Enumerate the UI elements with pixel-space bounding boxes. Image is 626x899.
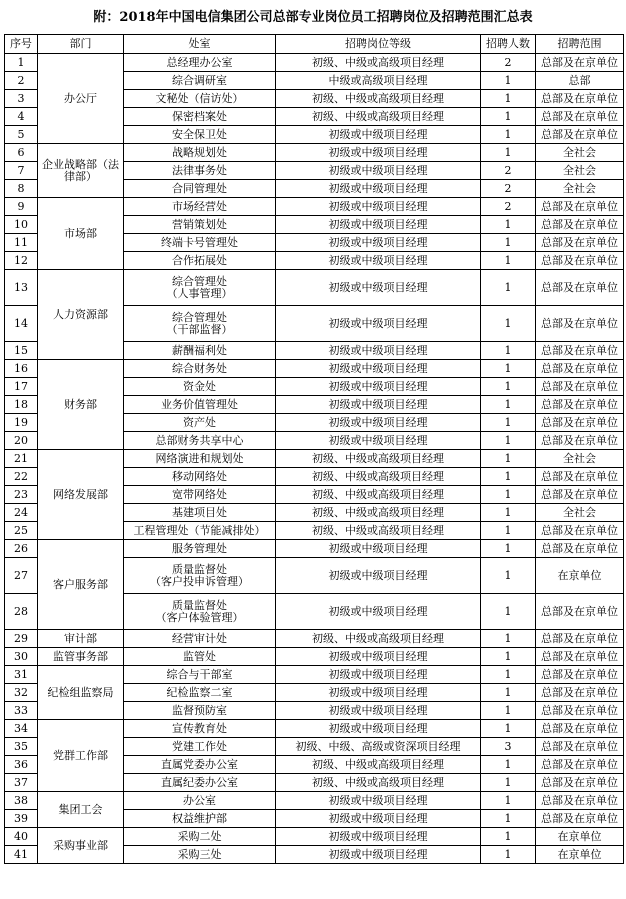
cell-level: 初级或中级项目经理 xyxy=(276,360,481,378)
cell-level: 初级或中级项目经理 xyxy=(276,162,481,180)
cell-scope: 总部及在京单位 xyxy=(536,738,624,756)
cell-level: 中级或高级项目经理 xyxy=(276,72,481,90)
cell-office xyxy=(124,558,276,594)
cell-dept: 监管事务部 xyxy=(38,648,124,666)
cell-scope: 全社会 xyxy=(536,180,624,198)
cell-office: 宣传教育处 xyxy=(124,720,276,738)
cell-count: 1 xyxy=(481,306,536,342)
cell-scope: 总部及在京单位 xyxy=(536,810,624,828)
cell-seq: 15 xyxy=(5,342,38,360)
cell-seq: 37 xyxy=(5,774,38,792)
cell-seq: 23 xyxy=(5,486,38,504)
cell-office: 保密档案处 xyxy=(124,108,276,126)
cell-office: 党建工作处 xyxy=(124,738,276,756)
cell-office: 纪检监察二室 xyxy=(124,684,276,702)
table-row xyxy=(5,54,624,72)
cell-level: 初级或中级项目经理 xyxy=(276,846,481,864)
cell-scope: 总部及在京单位 xyxy=(536,486,624,504)
cell-office: 总部财务共享中心 xyxy=(124,432,276,450)
cell-count: 1 xyxy=(481,432,536,450)
cell-level: 初级、中级或高级项目经理 xyxy=(276,90,481,108)
page-title: 附：2018年中国电信集团公司总部专业岗位员工招聘岗位及招聘范围汇总表 xyxy=(93,10,533,25)
cell-dept: 财务部 xyxy=(38,360,124,450)
cell-scope: 总部及在京单位 xyxy=(536,90,624,108)
table-row xyxy=(5,270,624,306)
cell-seq: 24 xyxy=(5,504,38,522)
cell-count: 1 xyxy=(481,252,536,270)
cell-level: 初级、中级或高级项目经理 xyxy=(276,756,481,774)
header-count: 招聘人数 xyxy=(481,35,536,54)
cell-seq: 10 xyxy=(5,216,38,234)
cell-count: 1 xyxy=(481,108,536,126)
cell-level: 初级或中级项目经理 xyxy=(276,432,481,450)
cell-count: 1 xyxy=(481,414,536,432)
cell-dept: 集团工会 xyxy=(38,792,124,828)
cell-dept: 办公厅 xyxy=(38,54,124,144)
cell-count: 2 xyxy=(481,180,536,198)
table-row xyxy=(5,666,624,684)
cell-level: 初级或中级项目经理 xyxy=(276,126,481,144)
cell-office: 资金处 xyxy=(124,378,276,396)
cell-seq: 7 xyxy=(5,162,38,180)
cell-level: 初级、中级、高级或资深项目经理 xyxy=(276,738,481,756)
cell-level: 初级或中级项目经理 xyxy=(276,378,481,396)
cell-scope: 全社会 xyxy=(536,504,624,522)
cell-count: 1 xyxy=(481,270,536,306)
cell-count: 1 xyxy=(481,396,536,414)
cell-dept: 党群工作部 xyxy=(38,720,124,792)
cell-scope: 总部及在京单位 xyxy=(536,774,624,792)
cell-level: 初级或中级项目经理 xyxy=(276,414,481,432)
header-row xyxy=(5,35,624,54)
cell-office: 服务管理处 xyxy=(124,540,276,558)
cell-office: 文秘处（信访处） xyxy=(124,90,276,108)
cell-scope: 总部及在京单位 xyxy=(536,360,624,378)
cell-level: 初级、中级或高级项目经理 xyxy=(276,522,481,540)
cell-level: 初级或中级项目经理 xyxy=(276,810,481,828)
table-body xyxy=(5,54,624,864)
cell-scope: 总部及在京单位 xyxy=(536,378,624,396)
cell-level: 初级或中级项目经理 xyxy=(276,666,481,684)
cell-count: 1 xyxy=(481,360,536,378)
cell-seq: 36 xyxy=(5,756,38,774)
cell-scope: 总部及在京单位 xyxy=(536,216,624,234)
cell-seq: 9 xyxy=(5,198,38,216)
cell-count: 1 xyxy=(481,648,536,666)
cell-scope: 总部及在京单位 xyxy=(536,198,624,216)
table-row xyxy=(5,198,624,216)
cell-level: 初级或中级项目经理 xyxy=(276,792,481,810)
cell-scope: 全社会 xyxy=(536,162,624,180)
cell-seq: 20 xyxy=(5,432,38,450)
cell-seq: 22 xyxy=(5,468,38,486)
cell-dept: 客户服务部 xyxy=(38,540,124,630)
cell-count: 1 xyxy=(481,378,536,396)
cell-office: 办公室 xyxy=(124,792,276,810)
cell-level: 初级或中级项目经理 xyxy=(276,252,481,270)
cell-seq: 16 xyxy=(5,360,38,378)
cell-level: 初级或中级项目经理 xyxy=(276,306,481,342)
cell-count: 1 xyxy=(481,594,536,630)
cell-seq: 25 xyxy=(5,522,38,540)
header-seq: 序号 xyxy=(5,35,38,54)
cell-scope: 总部及在京单位 xyxy=(536,648,624,666)
cell-count: 1 xyxy=(481,72,536,90)
cell-level: 初级或中级项目经理 xyxy=(276,234,481,252)
cell-scope: 总部及在京单位 xyxy=(536,756,624,774)
cell-count: 1 xyxy=(481,216,536,234)
header-level: 招聘岗位等级 xyxy=(276,35,481,54)
cell-scope: 全社会 xyxy=(536,450,624,468)
table-row xyxy=(5,720,624,738)
cell-level: 初级或中级项目经理 xyxy=(276,702,481,720)
cell-seq: 33 xyxy=(5,702,38,720)
cell-office: 法律事务处 xyxy=(124,162,276,180)
cell-seq: 26 xyxy=(5,540,38,558)
cell-seq: 21 xyxy=(5,450,38,468)
table-row xyxy=(5,648,624,666)
cell-seq: 11 xyxy=(5,234,38,252)
cell-seq: 13 xyxy=(5,270,38,306)
cell-count: 2 xyxy=(481,54,536,72)
cell-seq: 32 xyxy=(5,684,38,702)
cell-seq: 41 xyxy=(5,846,38,864)
cell-level: 初级或中级项目经理 xyxy=(276,648,481,666)
cell-level: 初级、中级或高级项目经理 xyxy=(276,468,481,486)
cell-level: 初级、中级或高级项目经理 xyxy=(276,54,481,72)
cell-count: 1 xyxy=(481,540,536,558)
cell-count: 1 xyxy=(481,450,536,468)
cell-seq: 6 xyxy=(5,144,38,162)
cell-level: 初级或中级项目经理 xyxy=(276,720,481,738)
cell-seq: 3 xyxy=(5,90,38,108)
cell-office: 薪酬福利处 xyxy=(124,342,276,360)
cell-scope: 在京单位 xyxy=(536,828,624,846)
cell-scope: 全社会 xyxy=(536,144,624,162)
recruitment-table xyxy=(4,34,624,864)
cell-seq: 30 xyxy=(5,648,38,666)
cell-office: 权益维护部 xyxy=(124,810,276,828)
cell-level: 初级、中级或高级项目经理 xyxy=(276,108,481,126)
office-line: 综合管理处 xyxy=(172,310,227,324)
cell-count: 1 xyxy=(481,234,536,252)
cell-office: 安全保卫处 xyxy=(124,126,276,144)
cell-count: 1 xyxy=(481,720,536,738)
cell-office: 资产处 xyxy=(124,414,276,432)
cell-office: 直属纪委办公室 xyxy=(124,774,276,792)
cell-office: 合同管理处 xyxy=(124,180,276,198)
cell-level: 初级或中级项目经理 xyxy=(276,684,481,702)
cell-office: 宽带网络处 xyxy=(124,486,276,504)
cell-seq: 34 xyxy=(5,720,38,738)
cell-scope: 总部及在京单位 xyxy=(536,468,624,486)
cell-scope: 总部及在京单位 xyxy=(536,792,624,810)
office-line: 质量监督处 xyxy=(172,598,227,612)
cell-dept: 市场部 xyxy=(38,198,124,270)
cell-count: 1 xyxy=(481,846,536,864)
cell-seq: 38 xyxy=(5,792,38,810)
cell-scope: 总部及在京单位 xyxy=(536,270,624,306)
cell-office xyxy=(124,594,276,630)
cell-count: 1 xyxy=(481,702,536,720)
cell-seq: 12 xyxy=(5,252,38,270)
cell-count: 1 xyxy=(481,522,536,540)
cell-scope: 总部 xyxy=(536,72,624,90)
cell-scope: 总部及在京单位 xyxy=(536,126,624,144)
table-row xyxy=(5,450,624,468)
cell-level: 初级或中级项目经理 xyxy=(276,396,481,414)
cell-count: 1 xyxy=(481,468,536,486)
cell-scope: 总部及在京单位 xyxy=(536,54,624,72)
cell-level: 初级或中级项目经理 xyxy=(276,828,481,846)
cell-level: 初级或中级项目经理 xyxy=(276,558,481,594)
office-line: 质量监督处 xyxy=(172,562,227,576)
cell-dept: 纪检组监察局 xyxy=(38,666,124,720)
cell-level: 初级或中级项目经理 xyxy=(276,594,481,630)
cell-office: 营销策划处 xyxy=(124,216,276,234)
cell-office: 采购三处 xyxy=(124,846,276,864)
cell-office: 综合与干部室 xyxy=(124,666,276,684)
cell-scope: 总部及在京单位 xyxy=(536,252,624,270)
cell-scope: 总部及在京单位 xyxy=(536,684,624,702)
cell-level: 初级或中级项目经理 xyxy=(276,540,481,558)
cell-seq: 19 xyxy=(5,414,38,432)
office-line-2: （客户投申诉管理） xyxy=(150,574,249,588)
cell-count: 1 xyxy=(481,558,536,594)
cell-seq: 27 xyxy=(5,558,38,594)
cell-office: 经营审计处 xyxy=(124,630,276,648)
cell-office: 网络演进和规划处 xyxy=(124,450,276,468)
table-row xyxy=(5,360,624,378)
cell-office: 业务价值管理处 xyxy=(124,396,276,414)
cell-count: 2 xyxy=(481,162,536,180)
cell-count: 1 xyxy=(481,126,536,144)
cell-scope: 总部及在京单位 xyxy=(536,306,624,342)
cell-level: 初级、中级或高级项目经理 xyxy=(276,504,481,522)
table-row xyxy=(5,792,624,810)
cell-count: 2 xyxy=(481,198,536,216)
cell-count: 3 xyxy=(481,738,536,756)
cell-scope: 总部及在京单位 xyxy=(536,522,624,540)
cell-scope: 总部及在京单位 xyxy=(536,108,624,126)
cell-dept: 人力资源部 xyxy=(38,270,124,360)
cell-level: 初级或中级项目经理 xyxy=(276,198,481,216)
cell-count: 1 xyxy=(481,144,536,162)
table-row xyxy=(5,630,624,648)
header-office: 处室 xyxy=(124,35,276,54)
cell-level: 初级、中级或高级项目经理 xyxy=(276,630,481,648)
cell-scope: 总部及在京单位 xyxy=(536,396,624,414)
cell-scope: 总部及在京单位 xyxy=(536,432,624,450)
cell-seq: 39 xyxy=(5,810,38,828)
cell-office: 工程管理处（节能减排处） xyxy=(124,522,276,540)
cell-seq: 4 xyxy=(5,108,38,126)
cell-level: 初级或中级项目经理 xyxy=(276,180,481,198)
cell-seq: 5 xyxy=(5,126,38,144)
cell-seq: 17 xyxy=(5,378,38,396)
cell-office: 终端卡号管理处 xyxy=(124,234,276,252)
cell-dept: 网络发展部 xyxy=(38,450,124,540)
cell-office: 基建项目处 xyxy=(124,504,276,522)
cell-scope: 在京单位 xyxy=(536,846,624,864)
cell-office: 直属党委办公室 xyxy=(124,756,276,774)
cell-seq: 35 xyxy=(5,738,38,756)
cell-count: 1 xyxy=(481,828,536,846)
cell-seq: 14 xyxy=(5,306,38,342)
cell-seq: 29 xyxy=(5,630,38,648)
table-row xyxy=(5,144,624,162)
cell-office: 采购二处 xyxy=(124,828,276,846)
cell-scope: 总部及在京单位 xyxy=(536,594,624,630)
cell-scope: 总部及在京单位 xyxy=(536,234,624,252)
table-row xyxy=(5,540,624,558)
cell-level: 初级、中级或高级项目经理 xyxy=(276,486,481,504)
cell-seq: 2 xyxy=(5,72,38,90)
office-line-2: （干部监督） xyxy=(166,322,233,336)
cell-count: 1 xyxy=(481,486,536,504)
cell-dept: 审计部 xyxy=(38,630,124,648)
cell-seq: 31 xyxy=(5,666,38,684)
cell-scope: 总部及在京单位 xyxy=(536,342,624,360)
cell-count: 1 xyxy=(481,504,536,522)
cell-level: 初级或中级项目经理 xyxy=(276,216,481,234)
cell-count: 1 xyxy=(481,666,536,684)
cell-count: 1 xyxy=(481,342,536,360)
cell-office: 综合财务处 xyxy=(124,360,276,378)
office-line-2: （客户体验管理） xyxy=(155,610,244,624)
cell-count: 1 xyxy=(481,774,536,792)
cell-scope: 在京单位 xyxy=(536,558,624,594)
cell-scope: 总部及在京单位 xyxy=(536,540,624,558)
cell-office xyxy=(124,270,276,306)
cell-seq: 8 xyxy=(5,180,38,198)
cell-count: 1 xyxy=(481,810,536,828)
cell-level: 初级、中级或高级项目经理 xyxy=(276,774,481,792)
cell-count: 1 xyxy=(481,684,536,702)
cell-count: 1 xyxy=(481,90,536,108)
cell-office: 合作拓展处 xyxy=(124,252,276,270)
cell-seq: 18 xyxy=(5,396,38,414)
table-row xyxy=(5,828,624,846)
cell-office: 监管处 xyxy=(124,648,276,666)
cell-scope: 总部及在京单位 xyxy=(536,702,624,720)
cell-seq: 28 xyxy=(5,594,38,630)
cell-office: 监督预防室 xyxy=(124,702,276,720)
header-dept: 部门 xyxy=(38,35,124,54)
cell-scope: 总部及在京单位 xyxy=(536,720,624,738)
cell-level: 初级、中级或高级项目经理 xyxy=(276,450,481,468)
header-scope: 招聘范围 xyxy=(536,35,624,54)
cell-scope: 总部及在京单位 xyxy=(536,666,624,684)
cell-level: 初级或中级项目经理 xyxy=(276,342,481,360)
cell-office: 市场经营处 xyxy=(124,198,276,216)
cell-count: 1 xyxy=(481,792,536,810)
cell-seq: 1 xyxy=(5,54,38,72)
cell-dept: 企业战略部（法律部） xyxy=(38,144,124,198)
cell-level: 初级或中级项目经理 xyxy=(276,270,481,306)
cell-office: 综合调研室 xyxy=(124,72,276,90)
cell-office xyxy=(124,306,276,342)
cell-office: 移动网络处 xyxy=(124,468,276,486)
cell-count: 1 xyxy=(481,630,536,648)
cell-scope: 总部及在京单位 xyxy=(536,630,624,648)
cell-seq: 40 xyxy=(5,828,38,846)
cell-count: 1 xyxy=(481,756,536,774)
office-line: 综合管理处 xyxy=(172,274,227,288)
office-line-2: （人事管理） xyxy=(166,286,233,300)
cell-office: 战略规划处 xyxy=(124,144,276,162)
cell-scope: 总部及在京单位 xyxy=(536,414,624,432)
cell-level: 初级或中级项目经理 xyxy=(276,144,481,162)
cell-office: 总经理办公室 xyxy=(124,54,276,72)
cell-dept: 采购事业部 xyxy=(38,828,124,864)
